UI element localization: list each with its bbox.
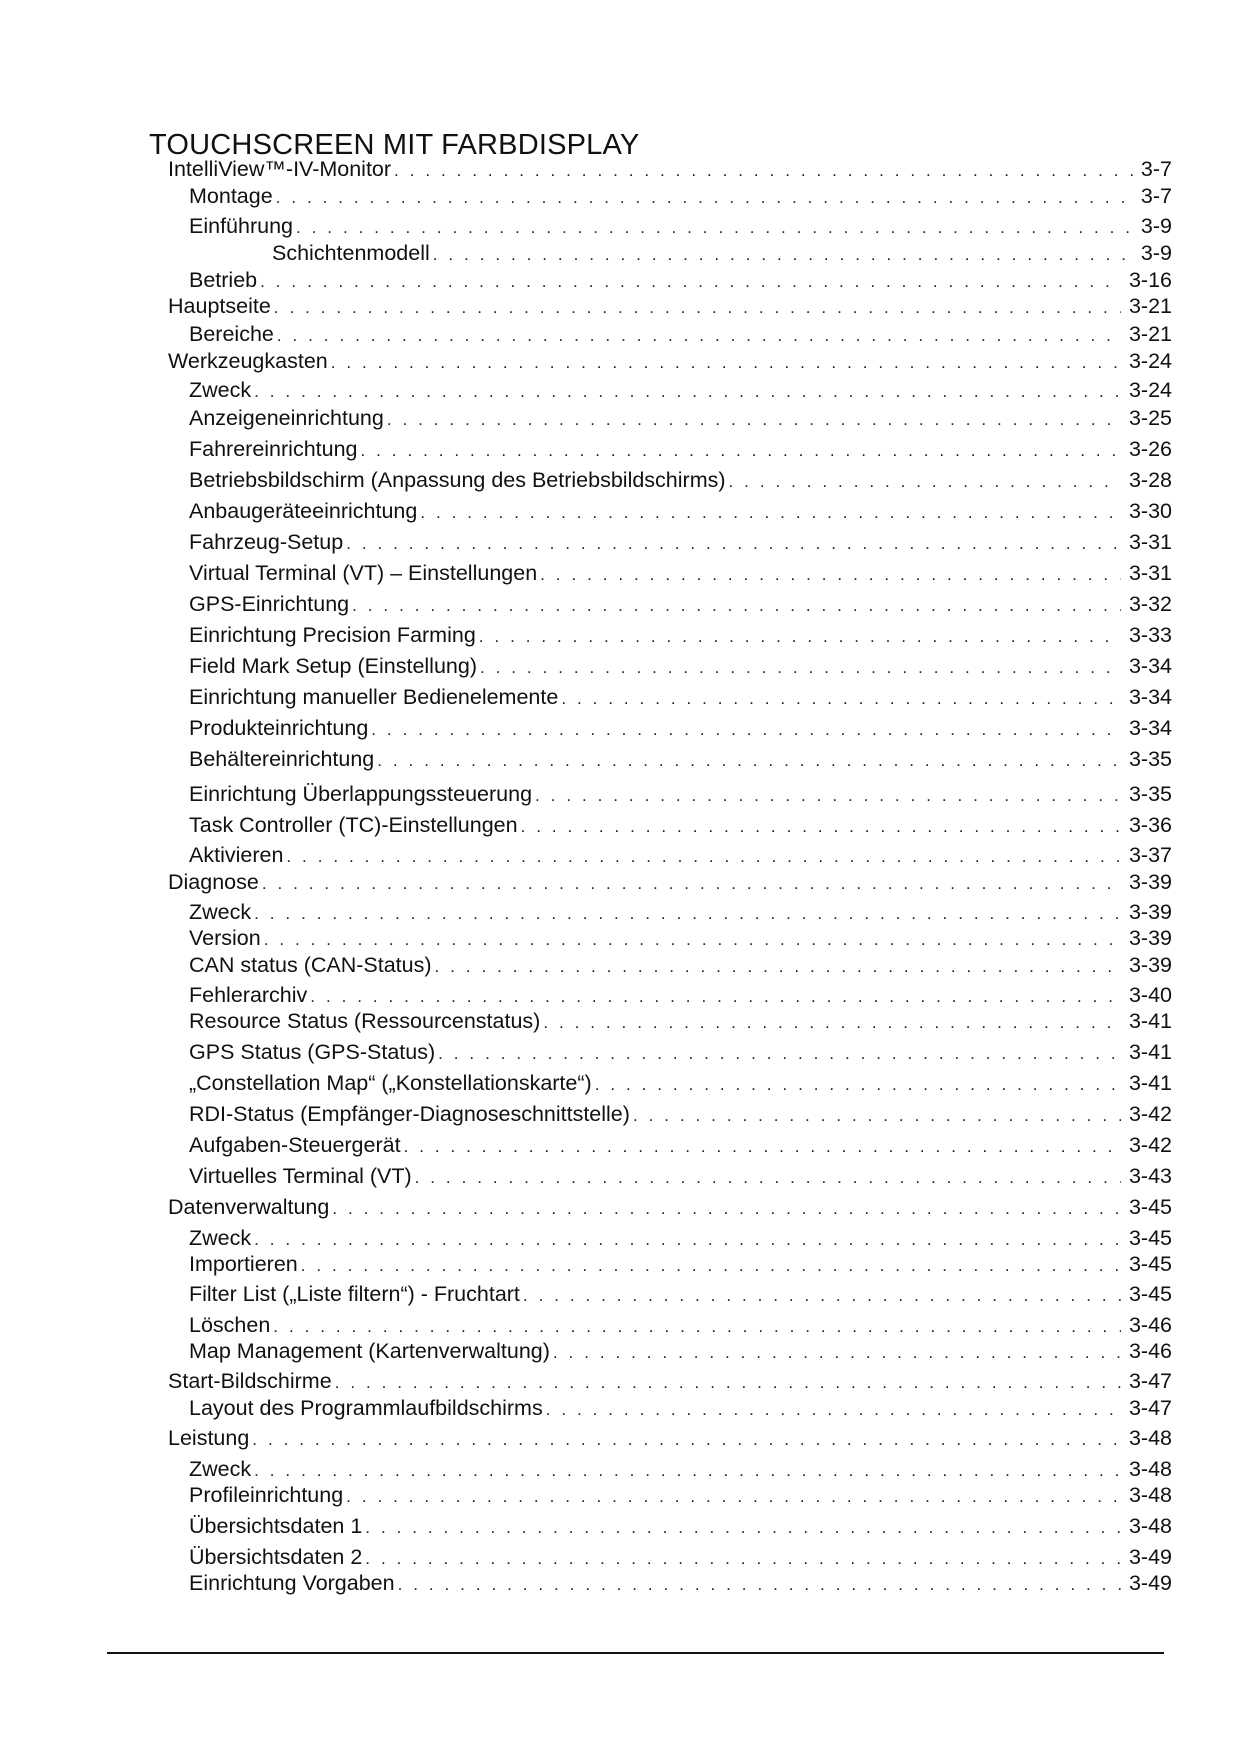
toc-entry-title: Fehlerarchiv	[189, 983, 308, 1007]
toc-entry-title: Werkzeugkasten	[168, 349, 328, 373]
toc-entry[interactable]	[189, 1395, 1172, 1421]
toc-entry[interactable]	[189, 1163, 1172, 1189]
toc-entry-page-number: 3-39	[1128, 870, 1172, 894]
toc-entry[interactable]	[189, 1456, 1172, 1482]
dot-leader	[273, 1314, 1121, 1340]
dot-leader	[335, 1370, 1121, 1396]
toc-entry-page-number: 3-43	[1128, 1164, 1172, 1188]
toc-entry-title: Virtual Terminal (VT) – Einstellungen	[189, 561, 538, 585]
toc-entry-title: Produkteinrichtung	[189, 716, 369, 740]
toc-entry-title: Montage	[189, 184, 273, 208]
toc-entry-title: „Constellation Map“ („Konstellationskarte“)	[189, 1071, 592, 1095]
toc-entry-page-number: 3-41	[1128, 1071, 1172, 1095]
toc-entry-title: GPS Status (GPS-Status)	[189, 1040, 436, 1064]
dot-leader	[553, 1340, 1121, 1366]
toc-entry-title: Löschen	[189, 1313, 271, 1337]
toc-entry[interactable]	[189, 1251, 1172, 1277]
toc-entry-title: Übersichtsdaten 1	[189, 1514, 363, 1538]
dot-leader	[398, 1572, 1121, 1598]
toc-entry-title: Aufgaben-Steuergerät	[189, 1133, 401, 1157]
toc-entry-page-number: 3-37	[1128, 843, 1172, 867]
toc-entry-page-number: 3-36	[1128, 813, 1172, 837]
toc-entry-title: Betriebsbildschirm (Anpassung des Betriebsbildschirms)	[189, 468, 726, 492]
dot-leader	[521, 814, 1121, 840]
dot-leader	[543, 1010, 1121, 1036]
toc-entry-title: Einrichtung manueller Bedienelemente	[189, 685, 559, 709]
toc-entry-title: Layout des Programmlaufbildschirms	[189, 1396, 543, 1420]
dot-leader	[394, 158, 1133, 184]
toc-entry[interactable]	[168, 1368, 1172, 1394]
dot-leader	[365, 1515, 1121, 1541]
dot-leader	[415, 1165, 1121, 1191]
toc-entry-page-number: 3-21	[1128, 294, 1172, 318]
toc-entry-title: RDI-Status (Empfänger-Diagnoseschnittstelle)	[189, 1102, 630, 1126]
toc-entry-page-number: 3-7	[1140, 157, 1172, 181]
toc-entry-title: Zweck	[189, 1457, 252, 1481]
dot-leader	[438, 1041, 1121, 1067]
toc-entry-title: Task Controller (TC)-Einstellungen	[189, 813, 518, 837]
toc-entry-title: Einrichtung Vorgaben	[189, 1571, 395, 1595]
toc-entry[interactable]	[189, 467, 1172, 493]
toc-entry-title: Zweck	[189, 900, 252, 924]
toc-entry-page-number: 3-26	[1128, 437, 1172, 461]
toc-entry[interactable]	[189, 925, 1172, 951]
toc-entry[interactable]	[189, 1039, 1172, 1065]
dot-leader	[346, 1484, 1121, 1510]
toc-entry-page-number: 3-39	[1128, 926, 1172, 950]
dot-leader	[361, 438, 1121, 464]
toc-entry[interactable]	[189, 622, 1172, 648]
toc-entry-page-number: 3-35	[1128, 782, 1172, 806]
toc-entry-page-number: 3-48	[1128, 1514, 1172, 1538]
toc-entry-page-number: 3-25	[1128, 406, 1172, 430]
toc-entry[interactable]	[168, 156, 1172, 182]
dot-leader	[277, 323, 1121, 349]
toc-entry[interactable]	[189, 436, 1172, 462]
toc-entry-page-number: 3-7	[1140, 184, 1172, 208]
dot-leader	[540, 562, 1121, 588]
dot-leader	[296, 215, 1133, 241]
dot-leader	[262, 871, 1121, 897]
dot-leader	[561, 686, 1121, 712]
toc-entry-title: Importieren	[189, 1252, 298, 1276]
toc-entry[interactable]	[189, 1544, 1172, 1570]
toc-entry[interactable]	[189, 1008, 1172, 1034]
toc-entry-page-number: 3-47	[1128, 1396, 1172, 1420]
toc-entry-title: Datenverwaltung	[168, 1195, 330, 1219]
toc-entry-page-number: 3-31	[1128, 561, 1172, 585]
toc-entry[interactable]	[189, 952, 1172, 978]
toc-entry-title: Behältereinrichtung	[189, 747, 375, 771]
toc-entry-page-number: 3-42	[1128, 1133, 1172, 1157]
toc-entry-page-number: 3-33	[1128, 623, 1172, 647]
toc-entry-page-number: 3-34	[1128, 685, 1172, 709]
toc-entry[interactable]	[189, 1132, 1172, 1158]
toc-entry[interactable]	[189, 653, 1172, 679]
toc-entry-title: Virtuelles Terminal (VT)	[189, 1164, 412, 1188]
toc-entry-page-number: 3-34	[1128, 716, 1172, 740]
toc-entry-page-number: 3-34	[1128, 654, 1172, 678]
dot-leader	[310, 984, 1121, 1010]
dot-leader	[331, 350, 1121, 376]
dot-leader	[387, 407, 1121, 433]
toc-entry-page-number: 3-42	[1128, 1102, 1172, 1126]
toc-entry[interactable]	[189, 1312, 1172, 1338]
toc-entry-title: Field Mark Setup (Einstellung)	[189, 654, 477, 678]
toc-entry-page-number: 3-21	[1128, 322, 1172, 346]
dot-leader	[633, 1103, 1121, 1129]
dot-leader	[371, 717, 1121, 743]
toc-entry[interactable]	[189, 746, 1172, 772]
toc-entry-page-number: 3-49	[1128, 1571, 1172, 1595]
toc-entry-page-number: 3-9	[1140, 241, 1172, 265]
toc-entry[interactable]	[168, 348, 1172, 374]
toc-entry-title: Zweck	[189, 378, 252, 402]
toc-entry-page-number: 3-48	[1128, 1426, 1172, 1450]
dot-leader	[260, 269, 1121, 295]
footer-divider	[107, 1652, 1164, 1654]
dot-leader	[301, 1253, 1121, 1279]
dot-leader	[377, 748, 1121, 774]
toc-entry[interactable]	[168, 1425, 1172, 1451]
toc-entry-page-number: 3-45	[1128, 1252, 1172, 1276]
toc-entry-page-number: 3-46	[1128, 1339, 1172, 1363]
toc-entry[interactable]	[189, 1225, 1172, 1251]
toc-entry-page-number: 3-46	[1128, 1313, 1172, 1337]
toc-entry-page-number: 3-30	[1128, 499, 1172, 523]
toc-entry-title: Einrichtung Überlappungssteuerung	[189, 782, 533, 806]
toc-entry-title: IntelliView™-IV-Monitor	[168, 157, 392, 181]
dot-leader	[352, 593, 1121, 619]
toc-entry[interactable]	[189, 1070, 1172, 1096]
toc-entry-title: Version	[189, 926, 261, 950]
dot-leader	[480, 655, 1121, 681]
toc-entry[interactable]	[189, 529, 1172, 555]
toc-entry-title: Übersichtsdaten 2	[189, 1545, 363, 1569]
toc-entry[interactable]	[189, 560, 1172, 586]
toc-entry[interactable]	[189, 899, 1172, 925]
dot-leader	[346, 531, 1121, 557]
toc-entry[interactable]	[189, 591, 1172, 617]
toc-entry[interactable]	[189, 1482, 1172, 1508]
toc-entry-page-number: 3-48	[1128, 1457, 1172, 1481]
dot-leader	[535, 783, 1121, 809]
toc-entry-title: Resource Status (Ressourcenstatus)	[189, 1009, 541, 1033]
toc-entry-title: Aktivieren	[189, 843, 284, 867]
toc-entry[interactable]	[189, 684, 1172, 710]
toc-entry-title: Fahrereinrichtung	[189, 437, 358, 461]
toc-entry[interactable]	[189, 1281, 1172, 1307]
toc-entry[interactable]	[168, 869, 1172, 895]
toc-entry-title: Hauptseite	[168, 294, 271, 318]
toc-entry[interactable]	[189, 321, 1172, 347]
dot-leader	[254, 901, 1121, 927]
toc-entry-page-number: 3-35	[1128, 747, 1172, 771]
toc-entry[interactable]	[189, 213, 1172, 239]
dot-leader	[286, 844, 1121, 870]
toc-entry-page-number: 3-45	[1128, 1226, 1172, 1250]
dot-leader	[523, 1283, 1121, 1309]
toc-entry-title: Anzeigeneinrichtung	[189, 406, 384, 430]
toc-entry[interactable]	[189, 267, 1172, 293]
toc-entry[interactable]	[189, 1338, 1172, 1364]
toc-entry-page-number: 3-45	[1128, 1195, 1172, 1219]
toc-entry-page-number: 3-45	[1128, 1282, 1172, 1306]
toc-entry-page-number: 3-24	[1128, 378, 1172, 402]
toc-entry-title: Filter List („Liste filtern“) - Fruchtart	[189, 1282, 520, 1306]
toc-entry[interactable]	[189, 842, 1172, 868]
toc-entry[interactable]	[189, 1513, 1172, 1539]
toc-entry-page-number: 3-28	[1128, 468, 1172, 492]
toc-entry-title: Diagnose	[168, 870, 259, 894]
toc-entry[interactable]	[189, 715, 1172, 741]
dot-leader	[420, 500, 1121, 526]
dot-leader	[254, 1227, 1121, 1253]
dot-leader	[252, 1427, 1121, 1453]
toc-entry-title: Start-Bildschirme	[168, 1369, 332, 1393]
dot-leader	[546, 1397, 1121, 1423]
toc-entry-title: Betrieb	[189, 268, 258, 292]
dot-leader	[595, 1072, 1121, 1098]
toc-entry-page-number: 3-47	[1128, 1369, 1172, 1393]
toc-entry[interactable]	[189, 1101, 1172, 1127]
toc-entry[interactable]	[189, 812, 1172, 838]
toc-entry-title: Map Management (Kartenverwaltung)	[189, 1339, 550, 1363]
dot-leader	[274, 295, 1121, 321]
toc-entry-title: GPS-Einrichtung	[189, 592, 350, 616]
toc-entry-title: Anbaugeräteeinrichtung	[189, 499, 418, 523]
toc-entry[interactable]	[189, 498, 1172, 524]
dot-leader	[254, 1458, 1121, 1484]
toc-entry[interactable]	[189, 377, 1172, 403]
toc-entry-page-number: 3-40	[1128, 983, 1172, 1007]
toc-entry-page-number: 3-39	[1128, 953, 1172, 977]
dot-leader	[276, 185, 1133, 211]
toc-entry[interactable]	[189, 982, 1172, 1008]
toc-entry-title: Zweck	[189, 1226, 252, 1250]
toc-entry-title: Profileinrichtung	[189, 1483, 344, 1507]
page-title: TOUCHSCREEN MIT FARBDISPLAY	[149, 129, 640, 161]
dot-leader	[264, 927, 1121, 953]
toc-entry-page-number: 3-9	[1140, 214, 1172, 238]
toc-entry-page-number: 3-39	[1128, 900, 1172, 924]
dot-leader	[729, 469, 1121, 495]
dot-leader	[433, 242, 1133, 268]
toc-entry[interactable]	[189, 781, 1172, 807]
toc-entry-page-number: 3-32	[1128, 592, 1172, 616]
toc-entry-title: Einrichtung Precision Farming	[189, 623, 476, 647]
toc-entry[interactable]	[168, 1194, 1172, 1220]
toc-entry-title: Einführung	[189, 214, 293, 238]
toc-entry[interactable]	[272, 240, 1172, 266]
dot-leader	[254, 379, 1121, 405]
toc-entry-page-number: 3-24	[1128, 349, 1172, 373]
toc-entry-page-number: 3-49	[1128, 1545, 1172, 1569]
dot-leader	[479, 624, 1121, 650]
toc-entry[interactable]	[189, 1570, 1172, 1596]
toc-entry[interactable]	[189, 183, 1172, 209]
toc-entry-title: Schichtenmodell	[272, 241, 430, 265]
toc-entry-title: Fahrzeug-Setup	[189, 530, 344, 554]
toc-entry-page-number: 3-41	[1128, 1040, 1172, 1064]
dot-leader	[332, 1196, 1121, 1222]
dot-leader	[435, 954, 1121, 980]
toc-entry-title: Bereiche	[189, 322, 274, 346]
toc-entry-page-number: 3-16	[1128, 268, 1172, 292]
toc-entry-page-number: 3-48	[1128, 1483, 1172, 1507]
toc-entry[interactable]	[189, 405, 1172, 431]
dot-leader	[404, 1134, 1121, 1160]
dot-leader	[365, 1546, 1121, 1572]
toc-entry-page-number: 3-41	[1128, 1009, 1172, 1033]
toc-entry-page-number: 3-31	[1128, 530, 1172, 554]
toc-entry[interactable]	[168, 293, 1172, 319]
toc-entry-title: CAN status (CAN-Status)	[189, 953, 432, 977]
toc-entry-title: Leistung	[168, 1426, 250, 1450]
